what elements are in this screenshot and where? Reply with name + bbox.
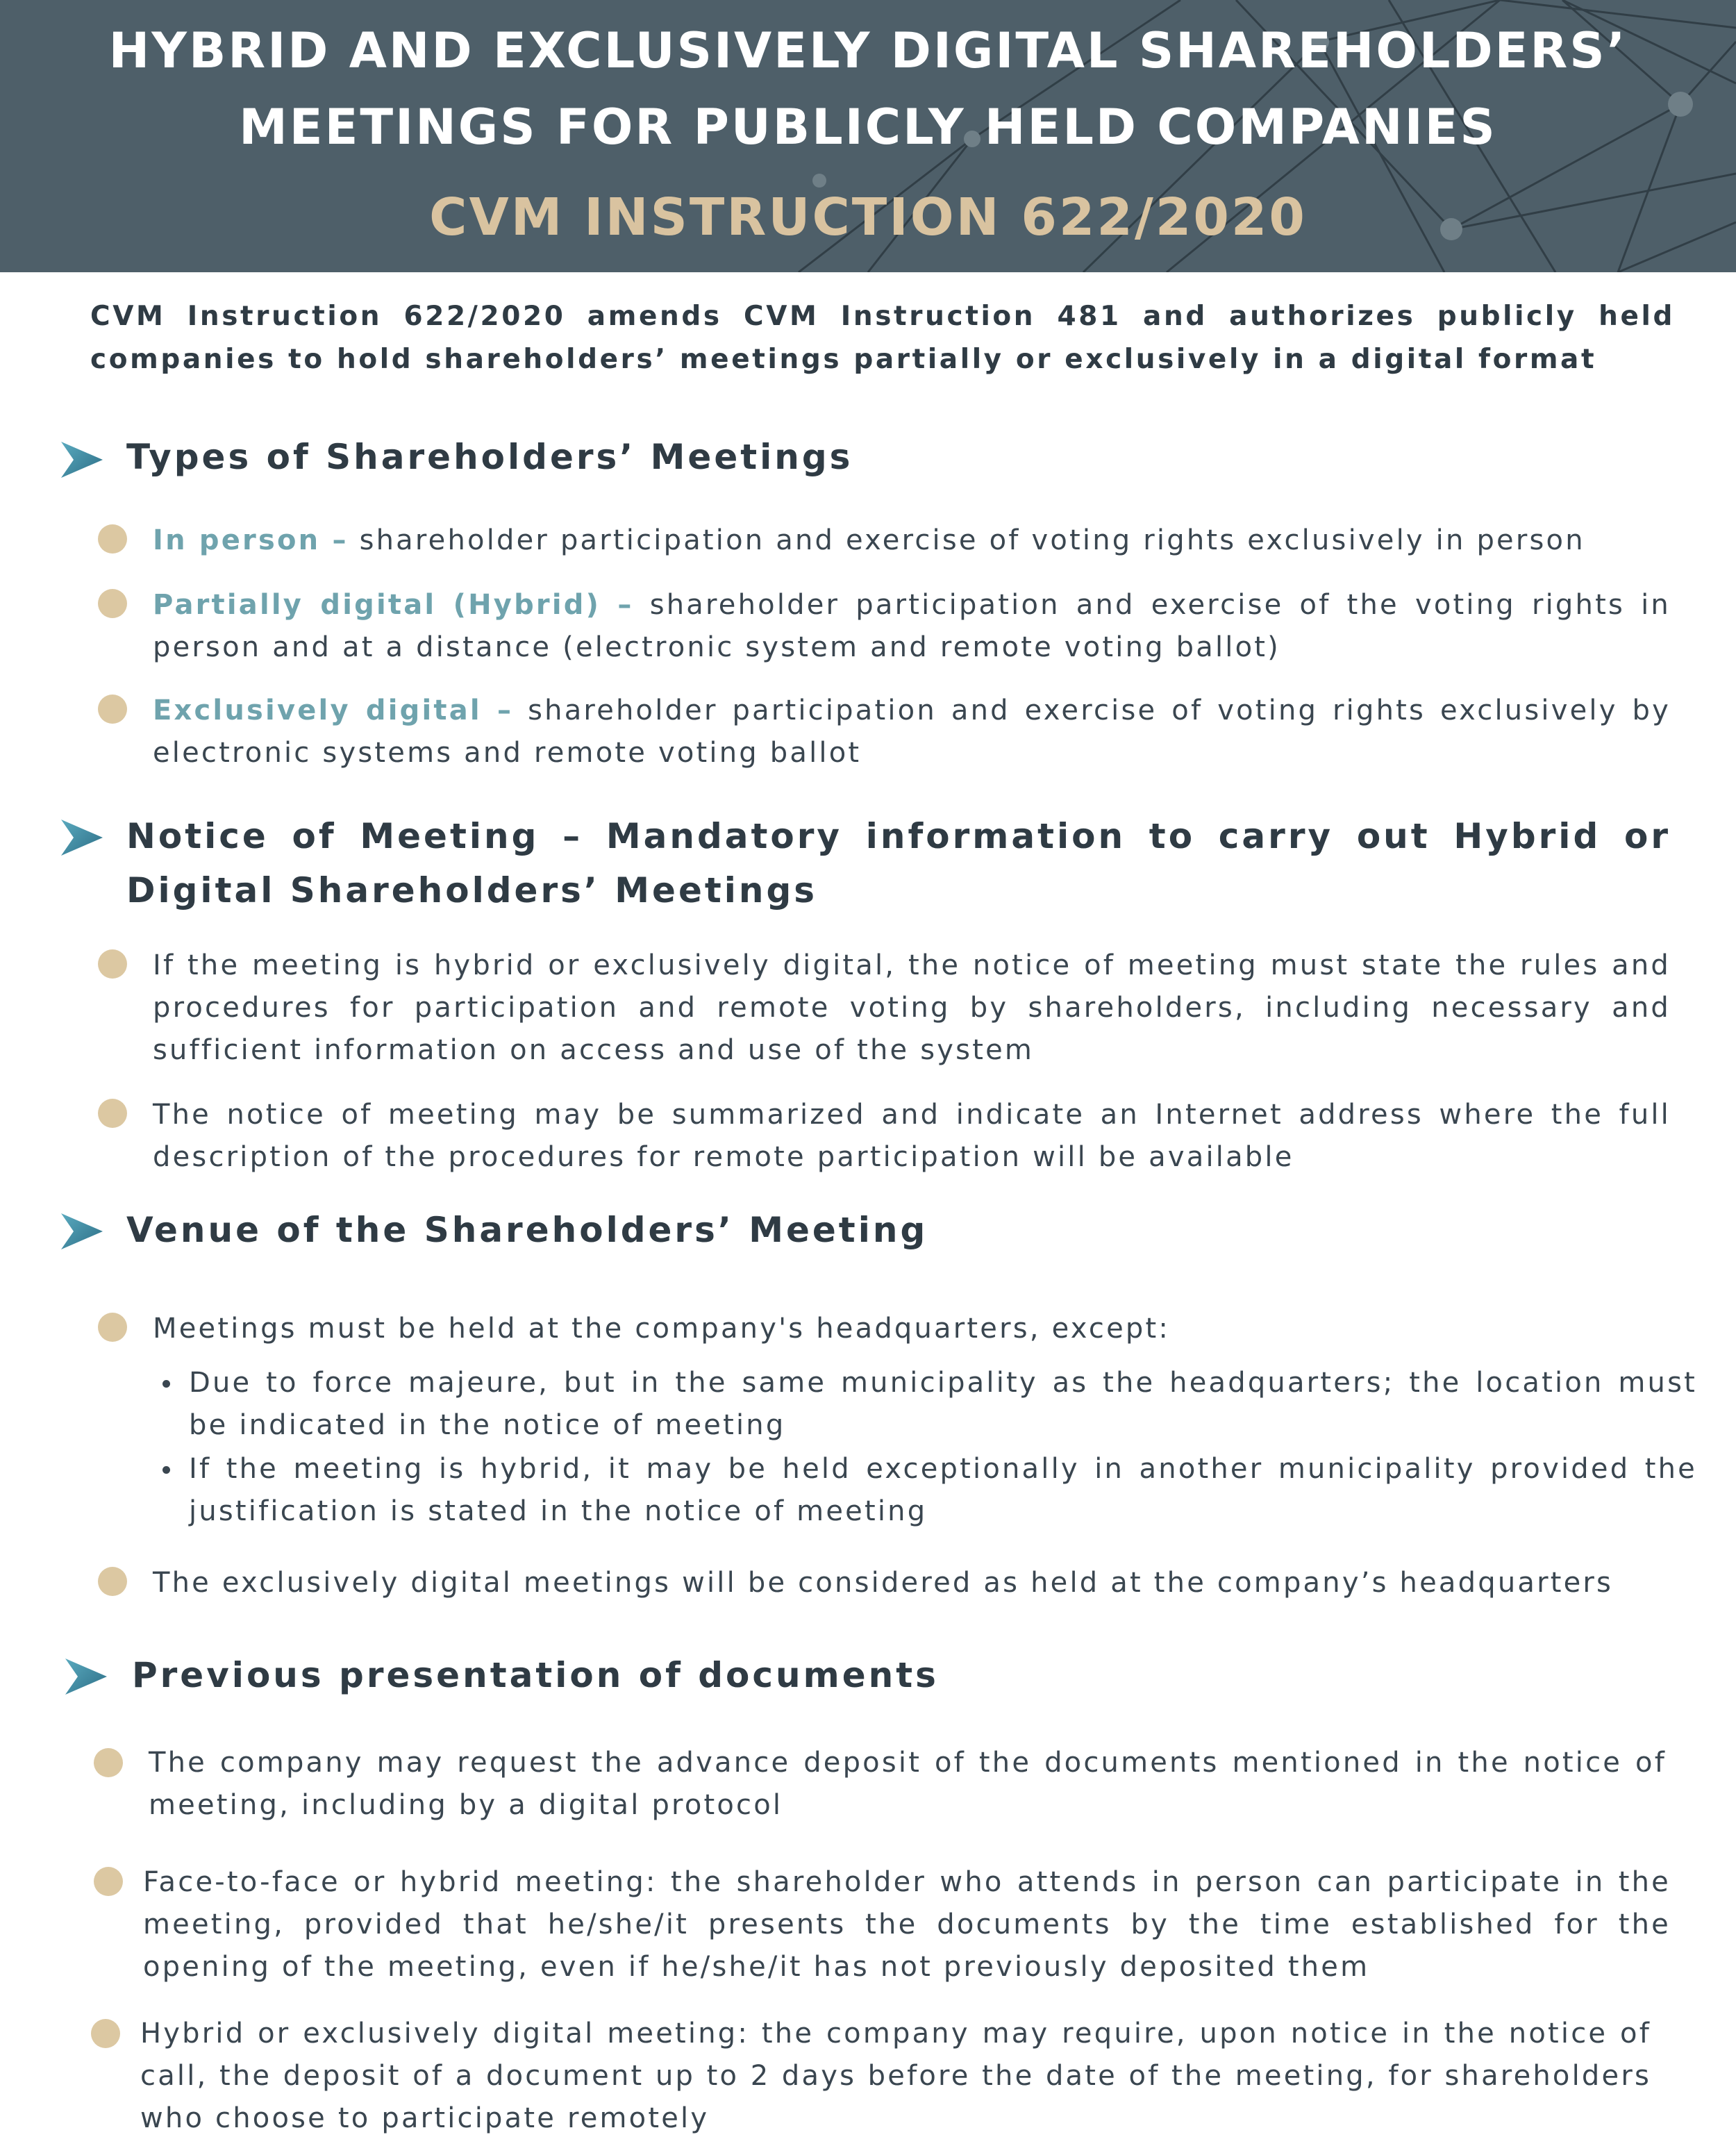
bullet-icon [98, 1099, 127, 1128]
intro-paragraph: CVM Instruction 622/2020 amends CVM Instruction 481 and authorizes publicly held companies to hold shareholders’ meetings partially or exclusively in a digital format [90, 301, 1675, 375]
chevron-arrow-icon [60, 440, 104, 479]
sub-list-item: Due to force majeure, but in the same municipality as the headquarters; the location must be indicated in the notice of meeting [189, 1367, 1697, 1441]
bullet-icon [98, 695, 127, 724]
list-item [153, 584, 1671, 669]
page-subtitle: CVM INSTRUCTION 622/2020 [429, 188, 1307, 247]
bullet-icon [91, 2019, 120, 2048]
bullet-icon [98, 524, 127, 554]
list-item: The notice of meeting may be summarized and indicate an Internet address where the full description of the procedures for remote participation will be available [153, 1099, 1671, 1173]
list-item [153, 519, 1671, 562]
bullet-icon [98, 589, 127, 618]
list-item: Face-to-face or hybrid meeting: the shareholder who attends in person can participate in the meeting, provided that he/she/it presents the documents by the time established for the opening of the meeting, even if he/she/it has not previously deposited them [143, 1866, 1671, 1983]
sub-bullet-icon [162, 1466, 170, 1474]
bullet-icon [98, 949, 127, 979]
list-item: Hybrid or exclusively digital meeting: the company may require, upon notice in the notice of call, the deposit of a document up to 2 days before the date of the meeting, for shareholders who choose to participate remotely [140, 2018, 1651, 2134]
sub-bullet-icon [162, 1380, 170, 1388]
bullet-icon [98, 1313, 127, 1342]
item-text: shareholder participation and exercise of the voting rights in person and at a distance (electronic system and remote voting ballot) [153, 589, 1671, 663]
section-heading-notice: Notice of Meeting – Mandatory information to carry out Hybrid or Digital Shareholders’ Meetings [126, 816, 1671, 911]
item-text: shareholder participation and exercise of voting rights exclusively by electronic systems and remote voting ballot [153, 695, 1671, 769]
section-heading-venue: Venue of the Shareholders’ Meeting [126, 1210, 928, 1250]
header-banner [0, 0, 1736, 272]
bullet-icon [94, 1748, 123, 1777]
sub-list-item: If the meeting is hybrid, it may be held exceptionally in another municipality provided the justification is stated in the notice of meeting [189, 1453, 1697, 1527]
chevron-arrow-icon [60, 1212, 104, 1251]
list-item: If the meeting is hybrid or exclusively digital, the notice of meeting must state the rules and procedures for participation and remote voting by shareholders, including necessary and sufficient information on access and use of the system [153, 949, 1671, 1066]
list-item: Meetings must be held at the company's headquarters, except: [153, 1313, 1171, 1345]
item-lead: In person – [153, 524, 349, 556]
section-heading-documents: Previous presentation of documents [132, 1655, 939, 1695]
item-lead: Exclusively digital – [153, 695, 514, 726]
list-item: The exclusively digital meetings will be considered as held at the company’s headquarters [153, 1567, 1614, 1599]
item-lead: Partially digital (Hybrid) – [153, 589, 634, 621]
bullet-icon [94, 1867, 123, 1896]
chevron-arrow-icon [60, 818, 104, 857]
section-heading-types: Types of Shareholders’ Meetings [126, 437, 853, 477]
page-title-line-1: HYBRID AND EXCLUSIVELY DIGITAL SHAREHOLDERS’ [108, 22, 1628, 79]
list-item: The company may request the advance deposit of the documents mentioned in the notice of meeting, including by a digital protocol [149, 1747, 1667, 1821]
bullet-icon [98, 1567, 127, 1596]
page-title-line-2: MEETINGS FOR PUBLICLY HELD COMPANIES [239, 99, 1497, 156]
item-text: shareholder participation and exercise of voting rights exclusively in person [348, 524, 1585, 556]
list-item [153, 690, 1671, 774]
chevron-arrow-icon [64, 1657, 108, 1696]
